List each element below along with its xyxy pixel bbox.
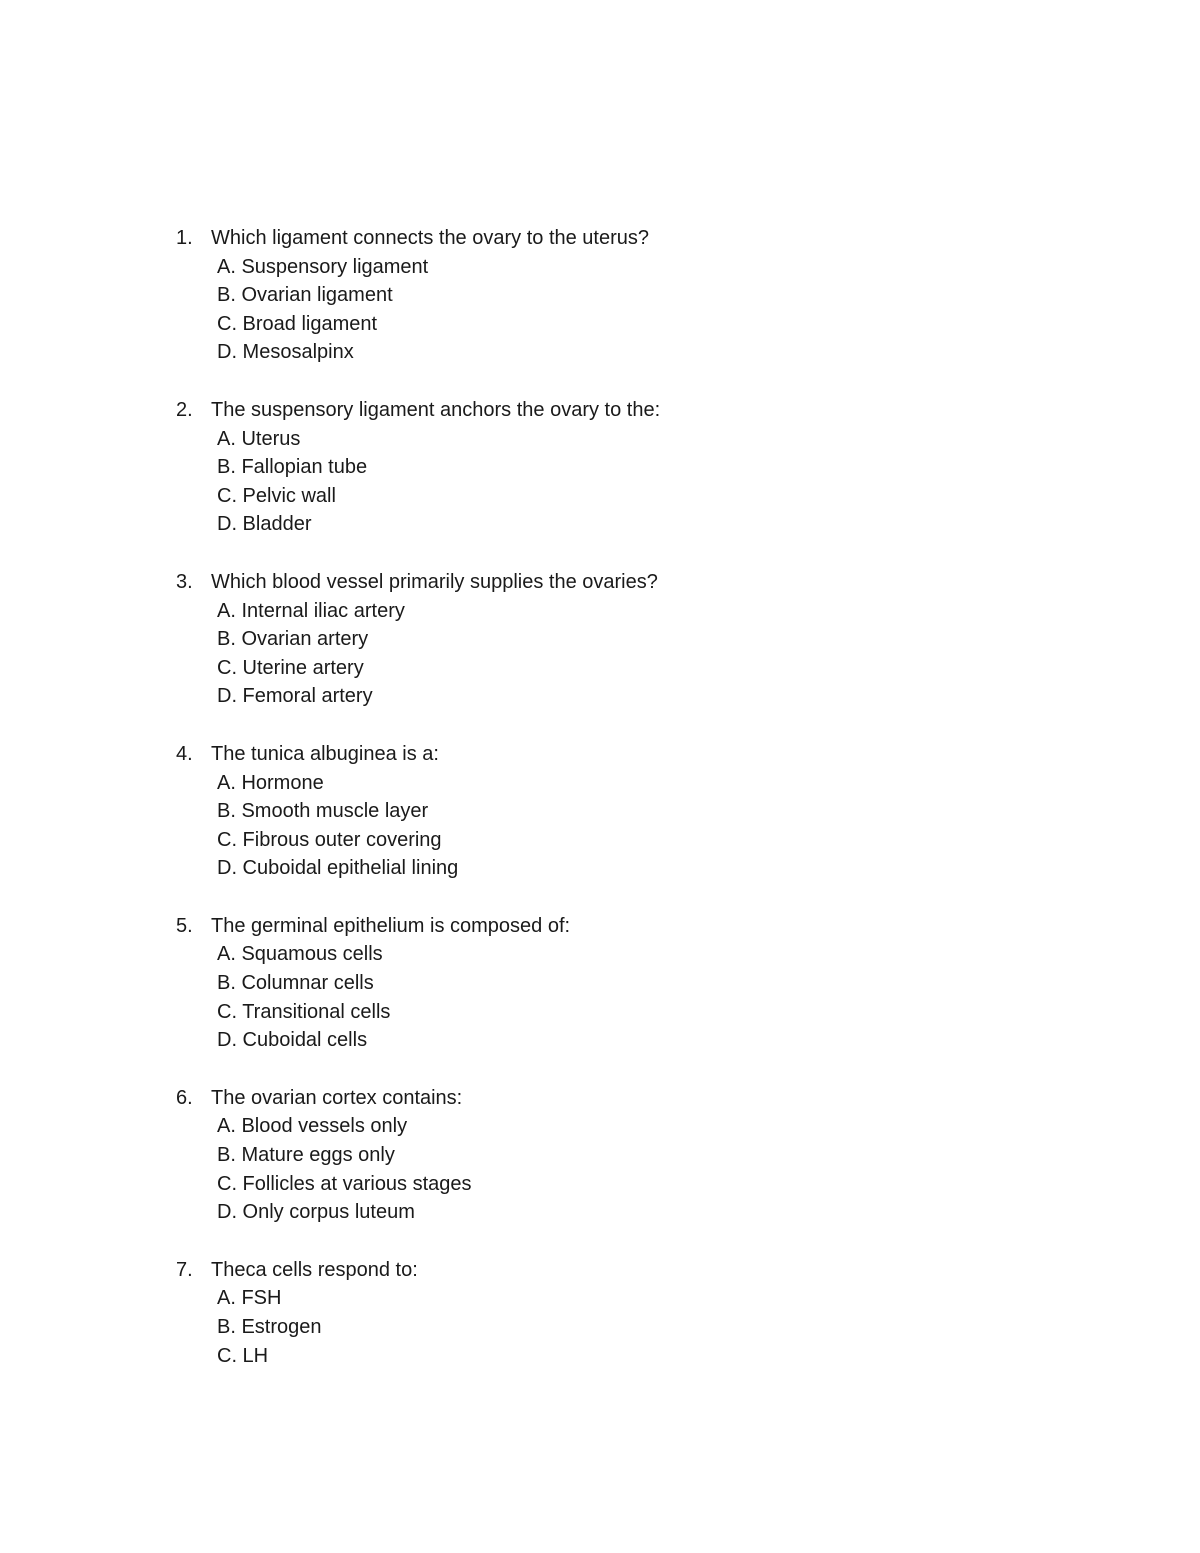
option-c: C. Pelvic wall	[217, 484, 336, 507]
option-a: A. Suspensory ligament	[217, 255, 429, 278]
question-line	[176, 396, 1076, 425]
question-text: The tunica albuginea is a:	[211, 742, 439, 765]
question-number: 7.	[176, 1258, 193, 1281]
option-b: B. Smooth muscle layer	[217, 800, 429, 823]
question-line	[176, 1084, 1076, 1113]
question-4	[176, 740, 1076, 883]
option-d: D. Cuboidal cells	[217, 1029, 368, 1052]
option-c: C. Transitional cells	[217, 1000, 391, 1023]
option-a: A. Blood vessels only	[217, 1115, 408, 1138]
question-5	[176, 912, 1076, 1055]
question-2	[176, 396, 1076, 539]
question-line	[176, 740, 1076, 769]
option-c: C. LH	[217, 1344, 269, 1367]
question-7	[176, 1256, 1076, 1370]
option-c: C. Follicles at various stages	[217, 1172, 472, 1195]
option-b: B. Ovarian ligament	[217, 284, 393, 307]
question-line	[176, 912, 1076, 941]
option-d: D. Femoral artery	[217, 685, 373, 708]
question-1	[176, 224, 1076, 367]
question-list	[176, 224, 1076, 1399]
option-list	[176, 425, 1076, 539]
option-b: B. Ovarian artery	[217, 628, 369, 651]
option-list	[176, 1284, 1076, 1370]
option-list	[176, 253, 1076, 367]
option-a: A. FSH	[217, 1287, 282, 1310]
option-d: D. Mesosalpinx	[217, 341, 354, 364]
question-number: 4.	[176, 742, 193, 765]
question-text: Which ligament connects the ovary to the uterus?	[211, 227, 650, 249]
option-d: D. Cuboidal epithelial lining	[217, 857, 459, 880]
option-a: A. Uterus	[217, 427, 301, 450]
question-number: 1.	[176, 227, 193, 249]
option-c: C. Broad ligament	[217, 312, 378, 335]
question-text: Theca cells respond to:	[211, 1258, 418, 1281]
question-number: 5.	[176, 914, 193, 937]
option-b: B. Columnar cells	[217, 972, 374, 995]
question-text: The germinal epithelium is composed of:	[211, 914, 571, 937]
option-a: A. Internal iliac artery	[217, 599, 405, 622]
option-b: B. Fallopian tube	[217, 456, 368, 479]
question-line	[176, 224, 1076, 253]
question-text: The suspensory ligament anchors the ovary to the:	[211, 398, 661, 421]
question-number: 3.	[176, 570, 193, 593]
option-list	[176, 597, 1076, 711]
option-d: D. Bladder	[217, 513, 312, 536]
question-number: 2.	[176, 398, 193, 421]
question-text: The ovarian cortex contains:	[211, 1086, 463, 1109]
question-text: Which blood vessel primarily supplies the ovaries?	[211, 570, 658, 593]
question-number: 6.	[176, 1086, 193, 1109]
option-d: D. Only corpus luteum	[217, 1201, 415, 1224]
option-list	[176, 769, 1076, 883]
option-b: B. Mature eggs only	[217, 1144, 395, 1167]
option-c: C. Uterine artery	[217, 656, 364, 679]
question-3	[176, 568, 1076, 711]
option-b: B. Estrogen	[217, 1316, 322, 1338]
question-line	[176, 568, 1076, 597]
option-a: A. Squamous cells	[217, 943, 383, 966]
option-a: A. Hormone	[217, 771, 324, 794]
option-c: C. Fibrous outer covering	[217, 828, 442, 851]
question-line	[176, 1256, 1076, 1285]
option-list	[176, 1112, 1076, 1226]
option-list	[176, 940, 1076, 1054]
question-6	[176, 1084, 1076, 1227]
